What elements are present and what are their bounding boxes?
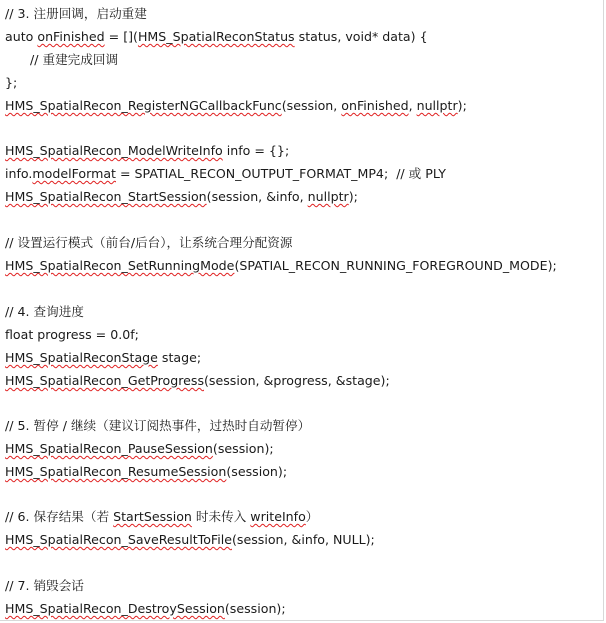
code-line: // 重建完成回调 [30, 52, 119, 67]
code-line: HMS_SpatialReconStage stage; [5, 350, 202, 365]
code-line: // 5. 暂停 / 继续（建议订阅热事件，过热时自动暂停） [5, 418, 311, 433]
code-line: // 设置运行模式（前台/后台），让系统合理分配资源 [5, 235, 293, 250]
spellcheck-underlined-word: StartSession [113, 509, 192, 524]
spellcheck-underlined-word: HMS_SpatialRecon_ModelWriteInfo [5, 143, 223, 158]
spellcheck-underlined-word: HMS_SpatialReconStage [5, 350, 158, 365]
spellcheck-underlined-word: HMS_SpatialRecon_PauseSession [5, 441, 213, 456]
code-line: // 4. 查询进度 [5, 304, 84, 319]
code-line: HMS_SpatialRecon_PauseSession(session); [5, 441, 274, 456]
code-line: // 6. 保存结果（若 StartSession 时未传入 writeInfo） [5, 509, 319, 524]
code-line: HMS_SpatialRecon_SaveResultToFile(session, &info, NULL); [5, 532, 375, 547]
code-line: }; [5, 75, 18, 90]
code-line: info.modelFormat = SPATIAL_RECON_OUTPUT_FORMAT_MP4; // 或 PLY [5, 166, 446, 181]
code-line: HMS_SpatialRecon_ModelWriteInfo info = {}; [5, 143, 290, 158]
spellcheck-underlined-word: nullptr [416, 98, 458, 113]
spellcheck-underlined-word: writeInfo [250, 509, 306, 524]
spellcheck-underlined-word: nullptr [307, 189, 349, 204]
spellcheck-underlined-word: HMS_SpatialRecon_SaveResultToFile [5, 532, 232, 547]
spellcheck-underlined-word: HMS_SpatialRecon_RegisterNGCallbackFunc [5, 98, 282, 113]
code-line: HMS_SpatialRecon_SetRunningMode(SPATIAL_RECON_RUNNING_FOREGROUND_MODE); [5, 258, 557, 273]
spellcheck-underlined-word: HMS_SpatialRecon_DestroySession [5, 601, 225, 616]
code-line: HMS_SpatialRecon_DestroySession(session); [5, 601, 286, 616]
code-line: auto onFinished = [](HMS_SpatialReconStatus status, void* data) { [5, 29, 428, 44]
spellcheck-underlined-word: onFinished [37, 29, 105, 44]
spellcheck-underlined-word: HMS_SpatialRecon_StartSession [5, 189, 207, 204]
spellcheck-underlined-word: HMS_SpatialReconStatus [137, 29, 295, 44]
code-line: // 7. 销毁会话 [5, 578, 84, 593]
code-line: HMS_SpatialRecon_ResumeSession(session); [5, 464, 288, 479]
code-line: HMS_SpatialRecon_StartSession(session, &info, nullptr); [5, 189, 358, 204]
code-line: HMS_SpatialRecon_GetProgress(session, &progress, &stage); [5, 373, 390, 388]
spellcheck-underlined-word: HMS_SpatialRecon_ResumeSession [5, 464, 227, 479]
spellcheck-underlined-word: modelFormat [32, 166, 116, 181]
code-line: // 3. 注册回调，启动重建 [5, 6, 147, 21]
code-line: float progress = 0.0f; [5, 327, 139, 342]
spellcheck-underlined-word: HMS_SpatialRecon_GetProgress [5, 373, 205, 388]
spellcheck-underlined-word: HMS_SpatialRecon_SetRunningMode [5, 258, 235, 273]
code-line: HMS_SpatialRecon_RegisterNGCallbackFunc(session, onFinished, nullptr); [5, 98, 467, 113]
spellcheck-underlined-word: onFinished [341, 98, 409, 113]
